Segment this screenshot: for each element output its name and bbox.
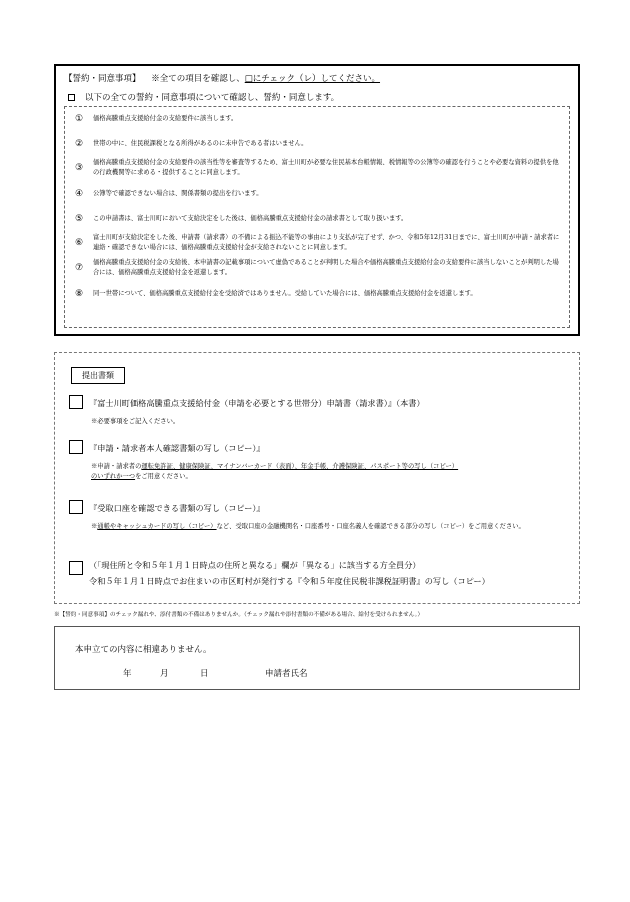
oath-item-number: ① bbox=[74, 114, 84, 124]
agree-label: 以下の全ての誓約・同意事項について確認し、誓約・同意します。 bbox=[85, 93, 340, 103]
note-bank-prefix: ※ bbox=[91, 523, 98, 530]
document-note-bank bbox=[91, 522, 567, 532]
oath-item bbox=[65, 135, 569, 153]
note-bank-documents: 通帳やキャッシュカードの写し（コピー） bbox=[97, 523, 217, 530]
oath-items-list bbox=[64, 106, 570, 328]
oath-item-text: 同一世帯について、価格高騰重点支援給付金を受給済ではありません。受給していた場合には、価格高騰重点支援給付金を返還します。 bbox=[93, 290, 477, 297]
oath-item-number: ④ bbox=[74, 189, 84, 199]
document-checkbox-id[interactable] bbox=[69, 440, 83, 454]
oath-item-number: ⑧ bbox=[74, 289, 84, 299]
footnote: ※【誓約・同意事項】のチェック漏れや、添付書類の不備はありませんか。（チェック漏れや添付書類の不備がある場合、給付を受けられません。） bbox=[54, 612, 424, 618]
confirmation-statement: 本申立ての内容に相違ありません。 bbox=[75, 645, 212, 655]
oath-item-number: ⑥ bbox=[74, 238, 84, 248]
document-row-bank bbox=[69, 500, 265, 515]
oath-item-text: 価格高騰重点支援給付金の支給要件の該当性等を審査等するため、富士川町が必要な住民基本台帳情報、税情報等の公簿等の確認を行うことや必要な資料の提供を他の行政機関等に求める・提供することに同意します。 bbox=[93, 159, 559, 176]
oath-header-note-underlined: □にチェック（レ）してください。 bbox=[244, 74, 381, 84]
document-row-application bbox=[69, 395, 425, 410]
agree-checkbox[interactable] bbox=[68, 94, 75, 101]
tax-certificate-condition: （「現住所と令和５年１月１日時点の住所と異なる」欄が「異なる」に該当する方全員分） bbox=[89, 560, 421, 570]
document-label-id: 『申請・請求者本人確認書類の写し（コピー）』 bbox=[89, 443, 265, 453]
oath-item bbox=[65, 110, 569, 128]
document-note-application: ※必要事項をご記入ください。 bbox=[91, 418, 180, 425]
oath-item-text: 富士川町が支給決定をした後、申請書（請求書）の不備による振込不能等の事由により支払が完了せず、かつ、令和5年12月31日までに、富士川町が申請・請求者に連絡・確認できない場合には、価格高騰重点支援給付金が支給されないことに同意します。 bbox=[93, 234, 560, 251]
oath-item bbox=[65, 257, 569, 279]
oath-item-text: 価格高騰重点支援給付金の支給後、本申請書の記載事項について虚偽であることが判明した場合や価格高騰重点支援給付金の支給要件に該当しないことが判明した場合には、価格高騰重点支援給付金を返還します。 bbox=[93, 259, 559, 276]
note-bank-suffix: など、受取口座の金融機関名・口座番号・口座名義人を確認できる部分の写し（コピー）をご用意ください。 bbox=[216, 523, 525, 530]
agree-row bbox=[68, 91, 339, 103]
confirmation-section bbox=[54, 626, 580, 690]
document-row-tax-certificate bbox=[69, 559, 490, 588]
document-checkbox-bank[interactable] bbox=[69, 500, 83, 514]
oath-header bbox=[64, 72, 380, 84]
document-label-bank: 『受取口座を確認できる書類の写し（コピー）』 bbox=[89, 503, 265, 513]
month-label: 月 bbox=[160, 669, 169, 679]
document-note-id bbox=[91, 462, 567, 482]
day-label: 日 bbox=[200, 669, 209, 679]
oath-item-number: ② bbox=[74, 139, 84, 149]
oath-item bbox=[65, 185, 569, 203]
documents-section bbox=[54, 352, 580, 604]
documents-title: 提出書類 bbox=[71, 367, 125, 384]
oath-item bbox=[65, 283, 569, 305]
applicant-name-label: 申請者氏名 bbox=[265, 669, 308, 679]
oath-item bbox=[65, 210, 569, 228]
note-id-one-of: のいずれか一つ bbox=[91, 473, 136, 480]
document-label-application: 『富士川町価格高騰重点支援給付金（申請を必要とする世帯分）申請書（請求書）』（本書） bbox=[89, 398, 425, 408]
oath-header-title: 【誓約・同意事項】 bbox=[64, 74, 141, 84]
tax-certificate-description: 令和５年１月１日時点でお住まいの市区町村が発行する『令和５年度住民税非課税証明書』の写し（コピー） bbox=[89, 576, 490, 586]
note-id-suffix: をご用意ください。 bbox=[135, 473, 192, 480]
oath-item-text: 世帯の中に、住民税課税となる所得があるのに未申告である者はいません。 bbox=[93, 140, 308, 147]
note-id-documents: 運転免許証、健康保険証、マイナンバーカード（表面）、年金手帳、介護保険証、パスポート等の写し（コピー） bbox=[141, 463, 459, 470]
oath-item bbox=[65, 157, 569, 179]
oath-item-text: 公簿等で確認できない場合は、関係書類の提出を行います。 bbox=[93, 190, 263, 197]
year-label: 年 bbox=[123, 669, 132, 679]
document-row-id bbox=[69, 440, 265, 455]
oath-section bbox=[54, 64, 580, 336]
note-id-prefix: ※申請・請求者の bbox=[91, 463, 142, 470]
oath-item-number: ⑤ bbox=[74, 214, 84, 224]
document-checkbox-tax-certificate[interactable] bbox=[69, 561, 83, 575]
document-checkbox-application[interactable] bbox=[69, 395, 83, 409]
oath-item-number: ⑦ bbox=[74, 263, 84, 273]
oath-item bbox=[65, 232, 569, 254]
oath-item-number: ③ bbox=[74, 163, 84, 173]
oath-item-text: この申請書は、富士川町において支給決定をした後は、価格高騰重点支援給付金の請求書として取り扱います。 bbox=[93, 215, 408, 222]
oath-item-text: 価格高騰重点支援給付金の支給要件に該当します。 bbox=[93, 115, 238, 122]
document-label-tax-certificate bbox=[89, 559, 490, 588]
oath-header-note: ※全ての項目を確認し、 bbox=[151, 74, 245, 84]
